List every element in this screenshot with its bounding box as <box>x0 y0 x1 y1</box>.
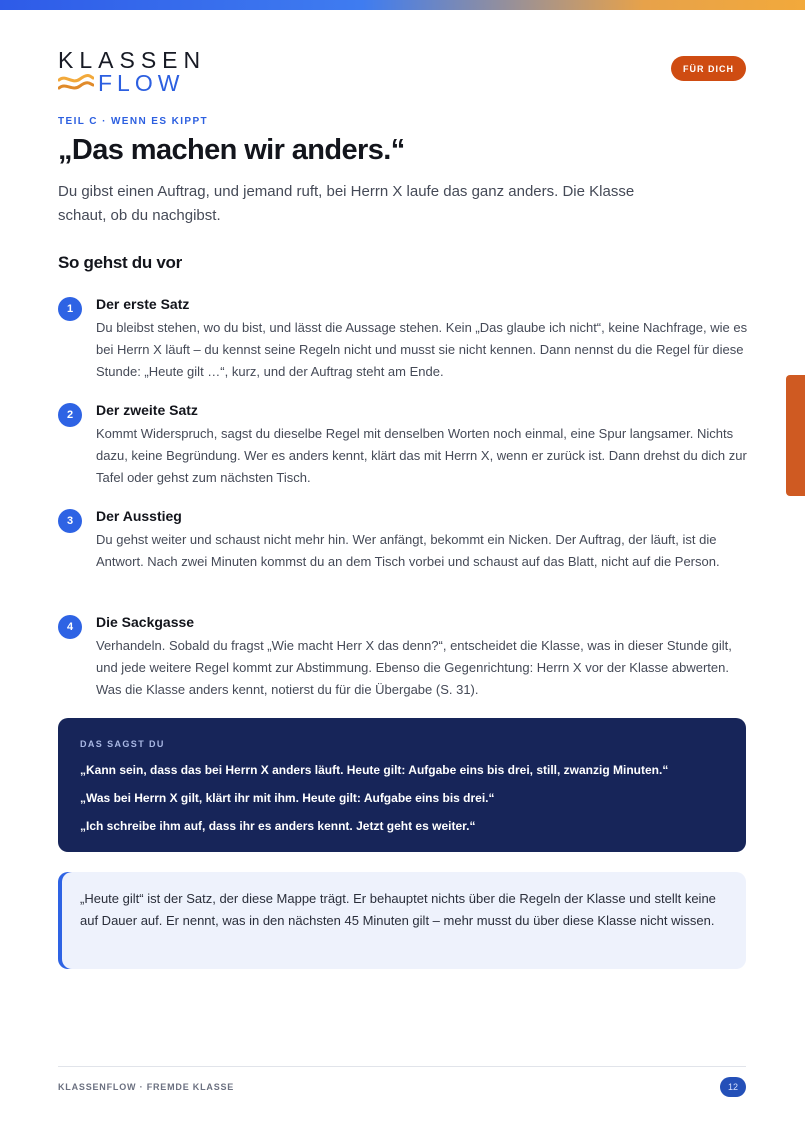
note-callout <box>58 872 746 969</box>
page-number-badge: 12 <box>720 1077 746 1097</box>
brand-logo <box>58 47 207 97</box>
logo-wordmark-bottom: FLOW <box>98 70 185 96</box>
step-body: Kommt Widerspruch, sagst du dieselbe Regel mit denselben Worten noch einmal, eine Spur langsamer. Nichts dazu, keine Begründung. Wer es anders kennt, klärt das mit Herrn X, wenn er zurück ist. Dann drehst du dich zur Tafel oder gehst zum nächsten Tisch. <box>96 426 747 485</box>
note-text: „Heute gilt“ ist der Satz, der diese Mappe trägt. Er behauptet nichts über die Regeln der Klasse und stellt keine auf Dauer auf. Er nennt, was in den nächsten 45 Minuten gilt – mehr musst du über diese Klasse nicht wissen. <box>80 891 716 928</box>
step-body: Verhandeln. Sobald du fragst „Wie macht Herr X das denn?“, entscheidet die Klasse, was in dieser Stunde gilt, und jede weitere Regel kommt zur Abstimmung. Ebenso die Gegenrichtung: Herrn X vor der Klasse abwerten. Was die Klasse anders kennt, notierst du für die Übergabe (S. 31). <box>96 638 732 697</box>
say-line: „Was bei Herrn X gilt, klärt ihr mit ihm. Heute gilt: Aufgabe eins bis drei.“ <box>80 791 495 805</box>
step-number-badge: 3 <box>58 509 82 533</box>
audience-badge: FÜR DICH <box>671 56 746 81</box>
lead-paragraph: Du gibst einen Auftrag, und jemand ruft, bei Herrn X laufe das ganz anders. Die Klasse schaut, ob du nachgibst. <box>58 183 635 224</box>
steps-heading: So gehst du vor <box>58 253 182 272</box>
say-line: „Kann sein, dass das bei Herrn X anders läuft. Heute gilt: Aufgabe eins bis drei, still, zwanzig Minuten.“ <box>80 763 669 777</box>
section-kicker: TEIL C · WENN ES KIPPT <box>58 116 209 127</box>
footer-label: KLASSENFLOW · FREMDE KLASSE <box>58 1082 235 1092</box>
side-bookmark-tab <box>786 375 805 496</box>
wave-icon <box>58 73 94 93</box>
say-box-label: DAS SAGST DU <box>80 739 165 749</box>
page-title: „Das machen wir anders.“ <box>58 134 405 166</box>
step-number-badge: 2 <box>58 403 82 427</box>
step-heading: Der zweite Satz <box>96 402 198 418</box>
logo-wordmark-top: KLASSEN <box>58 47 207 73</box>
step-number-badge: 1 <box>58 297 82 321</box>
step-body: Du gehst weiter und schaust nicht mehr hin. Wer anfängt, bekommt ein Nicken. Der Auftrag, der läuft, ist die Antwort. Nach zwei Minuten kommst du an dem Tisch vorbei und schaust auf das Blatt, nicht auf die Person. <box>96 532 720 569</box>
say-box <box>58 718 746 852</box>
step-number-badge: 4 <box>58 615 82 639</box>
footer-divider <box>58 1066 746 1067</box>
step-heading: Die Sackgasse <box>96 614 195 630</box>
step-body: Du bleibst stehen, wo du bist, und lässt die Aussage stehen. Kein „Das glaube ich nicht“, keine Nachfrage, wie es bei Herrn X läuft – du kennst seine Regeln nicht und musst sie nicht kennen. Dann nennst du die Regel für diese Stunde: „Heute gilt …“, kurz, und der Auftrag steht am Ende. <box>96 320 748 379</box>
step-heading: Der Ausstieg <box>96 508 182 524</box>
say-line: „Ich schreibe ihm auf, dass ihr es anders kennt. Jetzt geht es weiter.“ <box>80 819 476 833</box>
step-heading: Der erste Satz <box>96 296 190 312</box>
top-gradient-bar <box>0 0 805 10</box>
